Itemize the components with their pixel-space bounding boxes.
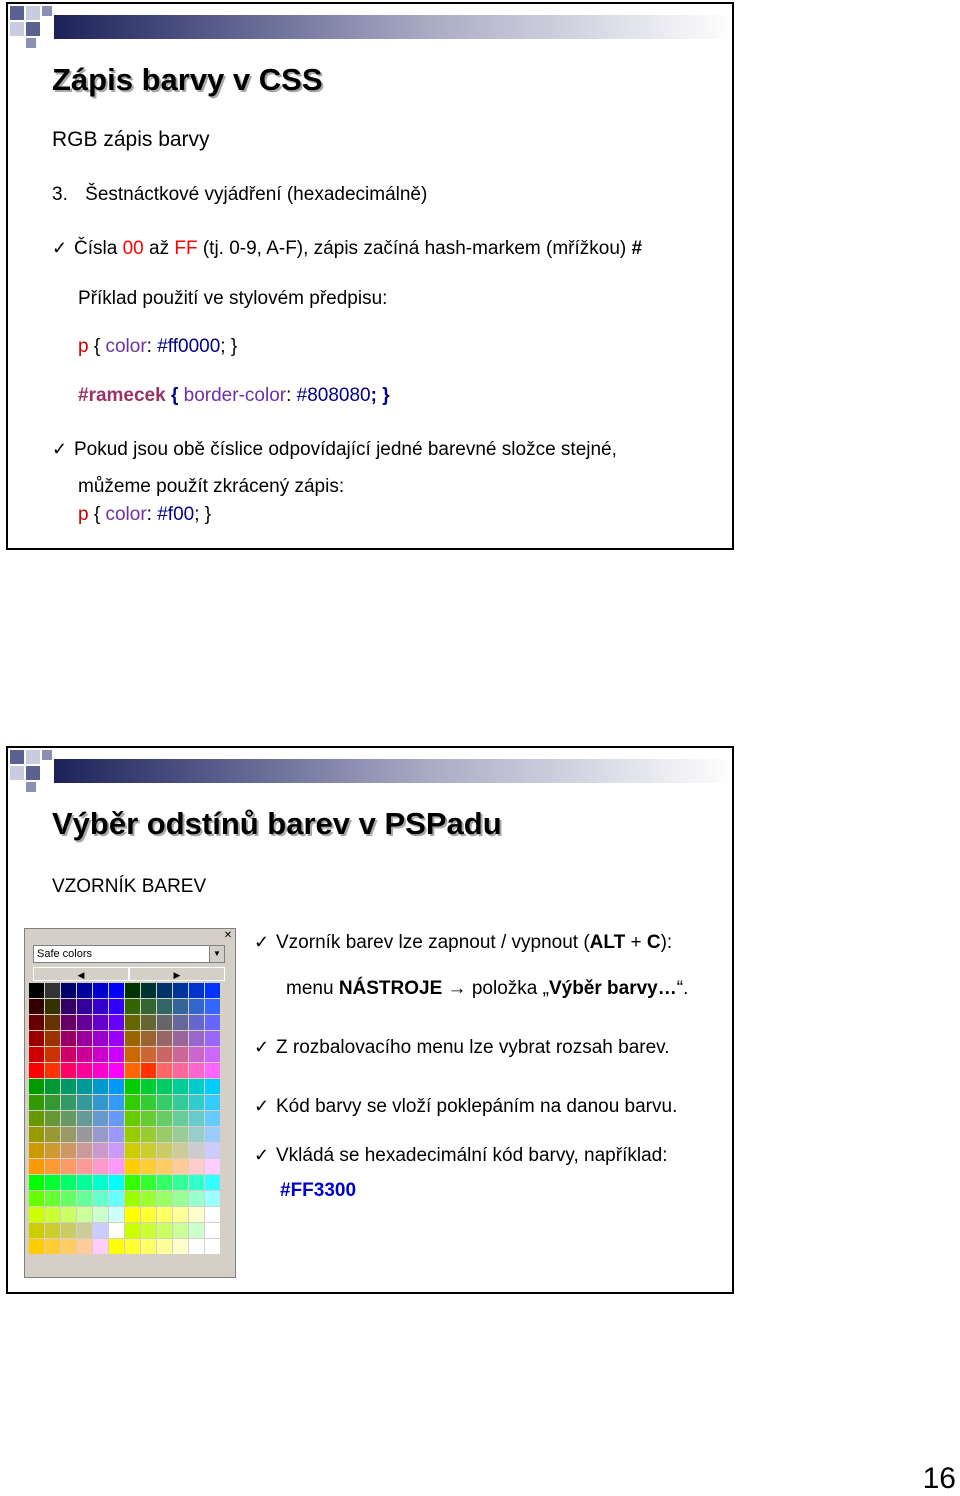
code-example-2 <box>78 385 390 407</box>
section-number: 3. <box>52 184 68 205</box>
color-swatch[interactable] <box>77 1047 92 1062</box>
color-swatch[interactable] <box>189 1127 204 1142</box>
bullet-text: Z rozbalovacího menu lze vybrat rozsah barev. <box>276 1037 670 1058</box>
section-title: Šestnáctkové vyjádření (hexadecimálně) <box>85 184 428 205</box>
color-swatch[interactable] <box>205 1207 220 1222</box>
css-brace: ; } <box>220 336 238 357</box>
css-brace: { <box>88 504 106 525</box>
css-brace: ; } <box>370 385 390 406</box>
bullet-text: Čísla <box>74 238 123 259</box>
slide-subtitle: VZORNÍK BAREV <box>52 876 207 897</box>
next-page-button[interactable]: ▶ <box>129 967 225 981</box>
color-swatch[interactable] <box>93 1191 108 1206</box>
color-swatch[interactable] <box>93 1223 108 1238</box>
color-swatch[interactable] <box>109 1239 124 1254</box>
header-decoration <box>8 4 732 54</box>
color-swatch[interactable] <box>189 1111 204 1126</box>
color-swatch[interactable] <box>205 1159 220 1174</box>
color-swatch[interactable] <box>205 983 220 998</box>
color-swatch[interactable] <box>173 1223 188 1238</box>
color-swatch[interactable] <box>189 1239 204 1254</box>
color-swatch[interactable] <box>157 999 172 1014</box>
color-swatch[interactable] <box>157 1239 172 1254</box>
color-swatch[interactable] <box>61 1239 76 1254</box>
color-swatch[interactable] <box>93 1127 108 1142</box>
color-swatch[interactable] <box>45 1175 60 1190</box>
check-icon: ✓ <box>254 932 270 952</box>
bullet-text: ): <box>660 932 673 953</box>
hex-max: FF <box>174 238 198 259</box>
color-swatch[interactable] <box>29 999 44 1014</box>
color-swatch[interactable] <box>45 1063 60 1078</box>
menu-name: NÁSTROJE <box>338 978 443 999</box>
color-swatch[interactable] <box>109 999 124 1014</box>
color-swatch[interactable] <box>173 983 188 998</box>
color-swatch[interactable] <box>61 1127 76 1142</box>
color-swatch[interactable] <box>157 1127 172 1142</box>
deco-square <box>10 766 24 780</box>
color-swatch[interactable] <box>109 1143 124 1158</box>
color-swatch[interactable] <box>189 1015 204 1030</box>
menu-path <box>286 978 688 1000</box>
color-swatch[interactable] <box>125 1047 140 1062</box>
color-swatch[interactable] <box>125 1207 140 1222</box>
color-swatch[interactable] <box>205 1079 220 1094</box>
color-swatch[interactable] <box>141 1095 156 1110</box>
key-c: C <box>646 932 661 953</box>
bullet-hex-range <box>52 238 642 260</box>
color-swatch[interactable] <box>29 1239 44 1254</box>
color-swatch[interactable] <box>125 1111 140 1126</box>
css-colon: : <box>286 385 297 406</box>
color-swatch[interactable] <box>45 1143 60 1158</box>
color-swatch[interactable] <box>157 1047 172 1062</box>
color-swatch[interactable] <box>205 1111 220 1126</box>
slide-2 <box>6 746 734 1294</box>
color-swatch[interactable] <box>173 1127 188 1142</box>
color-swatch[interactable] <box>173 999 188 1014</box>
color-swatch[interactable] <box>61 1159 76 1174</box>
color-swatch[interactable] <box>93 1239 108 1254</box>
bullet-text: menu <box>286 978 339 999</box>
color-swatch[interactable] <box>189 1063 204 1078</box>
color-swatch[interactable] <box>173 1031 188 1046</box>
color-swatch[interactable] <box>141 1127 156 1142</box>
color-swatch[interactable] <box>189 1159 204 1174</box>
color-swatch[interactable] <box>141 1031 156 1046</box>
color-swatch[interactable] <box>205 1127 220 1142</box>
color-swatch[interactable] <box>205 1095 220 1110</box>
color-swatch[interactable] <box>205 1047 220 1062</box>
color-swatch[interactable] <box>157 1015 172 1030</box>
color-swatch[interactable] <box>189 1095 204 1110</box>
section-heading <box>52 184 427 206</box>
color-swatch[interactable] <box>157 1191 172 1206</box>
color-swatch[interactable] <box>189 1175 204 1190</box>
color-swatch[interactable] <box>173 1047 188 1062</box>
color-swatch[interactable] <box>189 1223 204 1238</box>
color-swatch[interactable] <box>173 1015 188 1030</box>
color-swatch[interactable] <box>125 1079 140 1094</box>
color-swatch[interactable] <box>77 983 92 998</box>
css-selector: p <box>78 504 89 525</box>
color-swatch[interactable] <box>189 1047 204 1062</box>
css-property: color <box>105 336 147 357</box>
deco-square <box>26 766 40 780</box>
color-swatch[interactable] <box>93 1031 108 1046</box>
chevron-down-icon[interactable]: ▼ <box>209 946 224 962</box>
menu-item-name: Výběr barvy… <box>548 978 677 999</box>
color-swatch[interactable] <box>29 1015 44 1030</box>
color-swatch[interactable] <box>45 1095 60 1110</box>
color-swatch[interactable] <box>109 1063 124 1078</box>
css-value: #ff0000 <box>157 336 221 357</box>
color-swatch[interactable] <box>61 1015 76 1030</box>
deco-square <box>42 6 52 16</box>
color-swatch[interactable] <box>141 1239 156 1254</box>
color-swatch[interactable] <box>77 1207 92 1222</box>
color-swatch[interactable] <box>205 1015 220 1030</box>
css-brace: ; } <box>194 504 212 525</box>
color-swatch[interactable] <box>205 1223 220 1238</box>
color-swatch[interactable] <box>109 983 124 998</box>
deco-square <box>26 38 36 48</box>
color-swatch[interactable] <box>173 1207 188 1222</box>
color-swatch[interactable] <box>157 983 172 998</box>
color-swatch[interactable] <box>189 1031 204 1046</box>
color-swatch[interactable] <box>173 1191 188 1206</box>
color-swatch[interactable] <box>77 1095 92 1110</box>
example-color-code: #FF3300 <box>280 1180 357 1201</box>
color-swatch[interactable] <box>205 1031 220 1046</box>
color-swatch[interactable] <box>157 1063 172 1078</box>
color-swatch[interactable] <box>125 1143 140 1158</box>
color-swatch[interactable] <box>109 1095 124 1110</box>
color-swatch[interactable] <box>141 1191 156 1206</box>
color-swatch[interactable] <box>157 1223 172 1238</box>
color-swatch[interactable] <box>61 1111 76 1126</box>
color-swatch[interactable] <box>45 999 60 1014</box>
color-swatch[interactable] <box>77 1159 92 1174</box>
css-selector: p <box>78 336 89 357</box>
color-swatch[interactable] <box>29 1175 44 1190</box>
color-swatch[interactable] <box>157 1159 172 1174</box>
slide-title: Výběr odstínů barev v PSPadu <box>52 806 502 841</box>
color-swatch[interactable] <box>29 983 44 998</box>
bullet-text: Pokud jsou obě číslice odpovídající jedné barevné složce stejné, <box>74 439 617 460</box>
deco-square <box>10 750 24 764</box>
palette-select[interactable] <box>33 945 225 963</box>
bullet-text: až <box>143 238 175 259</box>
header-decoration <box>8 748 732 798</box>
color-swatch[interactable] <box>93 1063 108 1078</box>
color-swatch[interactable] <box>141 1079 156 1094</box>
color-swatch[interactable] <box>109 1111 124 1126</box>
color-swatch-grid <box>29 983 220 1254</box>
color-swatch[interactable] <box>93 1111 108 1126</box>
color-swatch[interactable] <box>61 1031 76 1046</box>
color-swatch[interactable] <box>205 1175 220 1190</box>
deco-square <box>26 750 40 764</box>
color-swatch[interactable] <box>205 1239 220 1254</box>
bullet-text: “. <box>676 978 689 999</box>
css-value: #808080 <box>296 385 371 406</box>
color-swatch[interactable] <box>45 1207 60 1222</box>
color-swatch[interactable] <box>109 1223 124 1238</box>
color-swatch[interactable] <box>125 1239 140 1254</box>
color-swatch[interactable] <box>93 1047 108 1062</box>
css-colon: : <box>146 336 158 357</box>
color-swatch[interactable] <box>125 1127 140 1142</box>
color-swatch[interactable] <box>29 1063 44 1078</box>
bullet-text: Kód barvy se vloží poklepáním na danou barvu. <box>276 1096 678 1117</box>
color-swatch[interactable] <box>29 1191 44 1206</box>
color-swatch[interactable] <box>109 1175 124 1190</box>
color-swatch[interactable] <box>77 1015 92 1030</box>
color-swatch[interactable] <box>125 1159 140 1174</box>
color-swatch[interactable] <box>125 1063 140 1078</box>
color-swatch[interactable] <box>45 983 60 998</box>
color-swatch[interactable] <box>29 1127 44 1142</box>
bullet-hex-insert <box>254 1145 667 1167</box>
color-swatch[interactable] <box>29 1223 44 1238</box>
css-brace: { <box>165 385 184 406</box>
color-swatch[interactable] <box>189 999 204 1014</box>
color-swatch[interactable] <box>109 1015 124 1030</box>
css-property: color <box>105 504 147 525</box>
deco-square <box>42 750 52 760</box>
color-swatch[interactable] <box>109 1031 124 1046</box>
color-swatch[interactable] <box>125 1095 140 1110</box>
deco-square <box>10 6 24 20</box>
color-swatch[interactable] <box>173 1143 188 1158</box>
color-swatch[interactable] <box>157 1207 172 1222</box>
color-swatch[interactable] <box>45 1079 60 1094</box>
color-swatch[interactable] <box>93 983 108 998</box>
color-swatch[interactable] <box>125 1175 140 1190</box>
color-swatch[interactable] <box>93 999 108 1014</box>
color-swatch[interactable] <box>125 1031 140 1046</box>
color-swatch[interactable] <box>141 1111 156 1126</box>
code-example-1 <box>78 336 237 358</box>
color-swatch[interactable] <box>77 1079 92 1094</box>
color-swatch[interactable] <box>93 1207 108 1222</box>
color-swatch[interactable] <box>45 1159 60 1174</box>
color-swatch[interactable] <box>109 1191 124 1206</box>
color-swatch[interactable] <box>189 983 204 998</box>
color-swatch[interactable] <box>189 1143 204 1158</box>
example-intro: Příklad použití ve stylovém předpisu: <box>78 288 388 309</box>
color-swatch[interactable] <box>141 983 156 998</box>
color-swatch[interactable] <box>61 1063 76 1078</box>
bullet-text: Vkládá se hexadecimální kód barvy, například: <box>276 1145 668 1166</box>
color-swatch[interactable] <box>45 1111 60 1126</box>
color-swatch[interactable] <box>141 1175 156 1190</box>
bullet-shorthand <box>52 431 617 505</box>
css-brace: { <box>88 336 106 357</box>
color-swatch[interactable] <box>109 1207 124 1222</box>
color-swatch[interactable] <box>61 1223 76 1238</box>
color-swatch[interactable] <box>125 983 140 998</box>
color-swatch[interactable] <box>189 1079 204 1094</box>
check-icon: ✓ <box>52 439 68 459</box>
check-icon: ✓ <box>254 1037 270 1057</box>
color-swatch[interactable] <box>141 999 156 1014</box>
color-swatch[interactable] <box>29 1159 44 1174</box>
color-swatch[interactable] <box>141 1207 156 1222</box>
close-icon[interactable]: ✕ <box>223 930 233 941</box>
bullet-text: (tj. 0-9, A-F), zápis začíná hash-markem (mřížkou) <box>197 238 632 259</box>
color-swatch[interactable] <box>45 1047 60 1062</box>
arrow-icon: → <box>442 978 472 999</box>
hex-min: 00 <box>122 238 144 259</box>
color-swatch[interactable] <box>29 1047 44 1062</box>
css-value: #f00 <box>157 504 195 525</box>
css-property: border-color <box>183 385 287 406</box>
deco-square <box>10 22 24 36</box>
color-swatch[interactable] <box>109 1079 124 1094</box>
color-swatch[interactable] <box>29 1095 44 1110</box>
color-swatch[interactable] <box>61 1047 76 1062</box>
color-swatch[interactable] <box>141 1143 156 1158</box>
color-swatch[interactable] <box>93 1095 108 1110</box>
color-swatch[interactable] <box>29 1143 44 1158</box>
bullet-text: + <box>625 932 647 953</box>
bullet-text: položka „ <box>471 978 549 999</box>
slide-subtitle: RGB zápis barvy <box>52 128 210 151</box>
color-swatch[interactable] <box>61 1191 76 1206</box>
color-swatch[interactable] <box>205 999 220 1014</box>
color-swatch[interactable] <box>157 1143 172 1158</box>
color-swatch[interactable] <box>141 1063 156 1078</box>
color-swatch[interactable] <box>205 1063 220 1078</box>
color-swatch[interactable] <box>61 1143 76 1158</box>
key-alt: ALT <box>589 932 626 953</box>
color-swatch[interactable] <box>141 1047 156 1062</box>
color-swatch[interactable] <box>61 1095 76 1110</box>
color-palette-window <box>24 928 236 1278</box>
color-swatch[interactable] <box>29 1111 44 1126</box>
color-swatch[interactable] <box>77 999 92 1014</box>
slide-title: Zápis barvy v CSS <box>52 62 323 97</box>
color-swatch[interactable] <box>173 1175 188 1190</box>
bullet-text: Vzorník barev lze zapnout / vypnout ( <box>276 932 590 953</box>
color-swatch[interactable] <box>189 1207 204 1222</box>
color-swatch[interactable] <box>29 1079 44 1094</box>
header-band <box>54 759 734 783</box>
color-swatch[interactable] <box>125 1223 140 1238</box>
color-swatch[interactable] <box>61 999 76 1014</box>
color-swatch[interactable] <box>29 1031 44 1046</box>
check-icon: ✓ <box>254 1145 270 1165</box>
color-swatch[interactable] <box>157 1111 172 1126</box>
header-band <box>54 15 734 39</box>
color-swatch[interactable] <box>77 1143 92 1158</box>
color-swatch[interactable] <box>77 1127 92 1142</box>
color-swatch[interactable] <box>157 1031 172 1046</box>
prev-page-button[interactable]: ◀ <box>33 967 129 981</box>
page-number: 16 <box>922 1462 956 1495</box>
color-swatch[interactable] <box>77 1239 92 1254</box>
color-swatch[interactable] <box>61 1175 76 1190</box>
palette-select-value: Safe colors <box>37 948 93 960</box>
color-swatch[interactable] <box>77 1063 92 1078</box>
color-swatch[interactable] <box>173 1159 188 1174</box>
color-swatch[interactable] <box>45 1191 60 1206</box>
color-swatch[interactable] <box>93 1175 108 1190</box>
color-swatch[interactable] <box>109 1159 124 1174</box>
color-swatch[interactable] <box>205 1143 220 1158</box>
color-swatch[interactable] <box>125 999 140 1014</box>
color-swatch[interactable] <box>77 1191 92 1206</box>
color-swatch[interactable] <box>61 1207 76 1222</box>
color-swatch[interactable] <box>141 1159 156 1174</box>
bullet-text: můžeme použít zkrácený zápis: <box>78 476 345 497</box>
color-swatch[interactable] <box>93 1159 108 1174</box>
color-swatch[interactable] <box>93 1143 108 1158</box>
bullet-dropdown <box>254 1037 670 1059</box>
color-swatch[interactable] <box>77 1223 92 1238</box>
color-swatch[interactable] <box>61 983 76 998</box>
color-swatch[interactable] <box>77 1175 92 1190</box>
color-swatch[interactable] <box>125 1191 140 1206</box>
hash-symbol: # <box>631 238 643 259</box>
color-swatch[interactable] <box>29 1207 44 1222</box>
color-swatch[interactable] <box>45 1239 60 1254</box>
color-swatch[interactable] <box>189 1191 204 1206</box>
color-swatch[interactable] <box>205 1191 220 1206</box>
color-swatch[interactable] <box>93 1015 108 1030</box>
color-swatch[interactable] <box>173 1063 188 1078</box>
color-swatch[interactable] <box>77 1031 92 1046</box>
color-swatch[interactable] <box>141 1015 156 1030</box>
deco-square <box>26 22 40 36</box>
slide-1 <box>6 2 734 550</box>
bullet-toggle <box>254 932 672 954</box>
color-swatch[interactable] <box>45 1127 60 1142</box>
color-swatch[interactable] <box>45 1223 60 1238</box>
color-swatch[interactable] <box>77 1111 92 1126</box>
check-icon: ✓ <box>52 238 68 258</box>
color-swatch[interactable] <box>125 1015 140 1030</box>
color-swatch[interactable] <box>93 1079 108 1094</box>
css-colon: : <box>146 504 158 525</box>
deco-square <box>26 6 40 20</box>
color-swatch[interactable] <box>45 1031 60 1046</box>
color-swatch[interactable] <box>173 1111 188 1126</box>
code-example-3 <box>78 504 211 526</box>
check-icon: ✓ <box>254 1096 270 1116</box>
color-swatch[interactable] <box>173 1239 188 1254</box>
bullet-insert <box>254 1096 677 1118</box>
color-swatch[interactable] <box>109 1047 124 1062</box>
color-swatch[interactable] <box>157 1079 172 1094</box>
color-swatch[interactable] <box>173 1095 188 1110</box>
color-swatch[interactable] <box>45 1015 60 1030</box>
css-selector: #ramecek <box>78 385 166 406</box>
color-swatch[interactable] <box>173 1079 188 1094</box>
color-swatch[interactable] <box>157 1095 172 1110</box>
deco-square <box>26 782 36 792</box>
color-swatch[interactable] <box>157 1175 172 1190</box>
color-swatch[interactable] <box>109 1127 124 1142</box>
color-swatch[interactable] <box>61 1079 76 1094</box>
color-swatch[interactable] <box>141 1223 156 1238</box>
